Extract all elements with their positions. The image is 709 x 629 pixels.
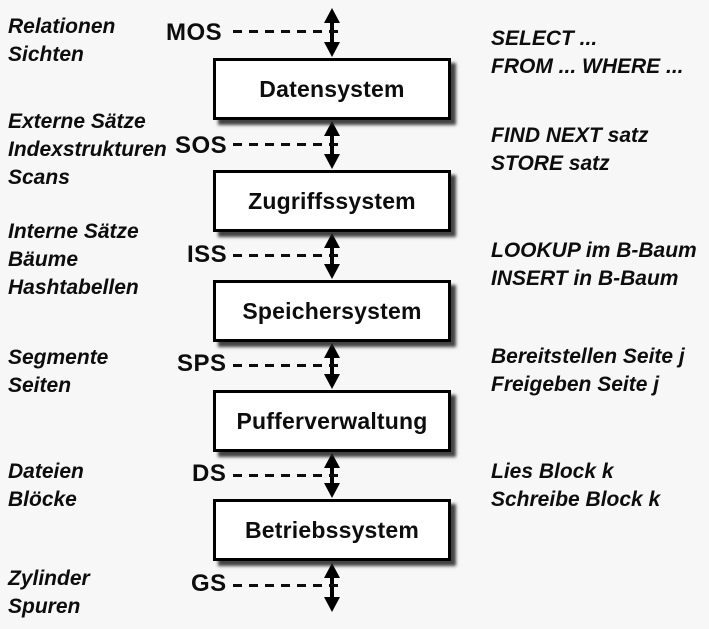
- right-annotation-iss: [491, 237, 697, 293]
- layer-label: Speichersystem: [242, 297, 422, 324]
- layer-box-zugriffssystem: [213, 170, 451, 232]
- right-annotation-sps: [491, 343, 685, 399]
- layer-label: Datensystem: [259, 75, 405, 102]
- annotation-line: FIND NEXT satz: [491, 124, 649, 147]
- left-annotation-ds: [8, 458, 84, 514]
- annotation-line: INSERT in B-Baum: [491, 267, 679, 290]
- left-annotation-sps: [8, 344, 108, 400]
- annotation-line: Hashtabellen: [8, 276, 139, 299]
- annotation-line: Schreibe Block k: [491, 488, 661, 511]
- interface-code-gs: GS: [191, 570, 227, 597]
- annotation-line: Lies Block k: [491, 460, 614, 483]
- annotation-line: Externe Sätze: [8, 110, 146, 133]
- interface-code-sps: SPS: [177, 350, 227, 377]
- annotation-line: Zylinder: [8, 567, 90, 590]
- annotation-line: Interne Sätze: [8, 220, 139, 243]
- annotation-line: Blöcke: [8, 488, 77, 511]
- annotation-line: Dateien: [8, 460, 84, 483]
- layer-label: Pufferverwaltung: [236, 407, 428, 434]
- interface-code-mos: MOS: [166, 19, 223, 46]
- right-annotation-mos: [491, 25, 684, 81]
- interface-code-iss: ISS: [187, 241, 228, 268]
- layer-box-datensystem: [213, 58, 451, 120]
- right-annotation-ds: [491, 458, 660, 514]
- dashed-connector: [233, 30, 344, 33]
- dashed-connector: [233, 254, 344, 257]
- annotation-line: Scans: [8, 166, 70, 189]
- annotation-line: Segmente: [8, 346, 109, 369]
- left-annotation-sos: [8, 108, 167, 192]
- annotation-line: Spuren: [8, 595, 81, 618]
- annotation-line: Bereitstellen Seite j: [491, 345, 685, 368]
- annotation-line: Indexstrukturen: [8, 138, 167, 161]
- dashed-connector: [233, 584, 344, 587]
- annotation-line: SELECT ...: [491, 27, 598, 50]
- annotation-line: LOOKUP im B-Baum: [491, 239, 697, 262]
- layer-label: Betriebssystem: [244, 516, 420, 543]
- annotation-line: Sichten: [8, 43, 84, 66]
- annotation-line: Relationen: [8, 15, 116, 38]
- arrowhead-down-icon: [324, 374, 340, 389]
- left-annotation-mos: [8, 13, 115, 69]
- arrowhead-down-icon: [324, 483, 340, 498]
- left-annotation-gs: [8, 565, 90, 621]
- annotation-line: Seiten: [8, 374, 72, 397]
- annotation-line: Freigeben Seite j: [491, 373, 660, 396]
- interface-code-ds: DS: [192, 460, 227, 487]
- arrowhead-down-icon: [324, 42, 340, 57]
- annotation-line: FROM ... WHERE ...: [491, 55, 684, 78]
- layer-label: Zugriffssystem: [248, 187, 416, 214]
- arrowhead-down-icon: [324, 264, 340, 279]
- dashed-connector: [233, 364, 344, 367]
- annotation-line: Bäume: [8, 248, 79, 271]
- dashed-connector: [233, 474, 344, 477]
- layer-box-speichersystem: [213, 280, 451, 342]
- left-annotation-iss: [8, 218, 139, 302]
- vertical-double-arrow-icon: [323, 563, 341, 612]
- arrowhead-down-icon: [324, 154, 340, 169]
- layer-box-betriebssystem: [213, 499, 451, 561]
- layer-box-pufferverwaltung: [213, 390, 451, 452]
- right-annotation-sos: [491, 122, 649, 178]
- dashed-connector: [233, 143, 344, 146]
- arrow-shaft: [330, 576, 334, 599]
- interface-code-sos: SOS: [175, 132, 228, 159]
- arrowhead-down-icon: [324, 597, 340, 612]
- annotation-line: STORE satz: [491, 152, 610, 175]
